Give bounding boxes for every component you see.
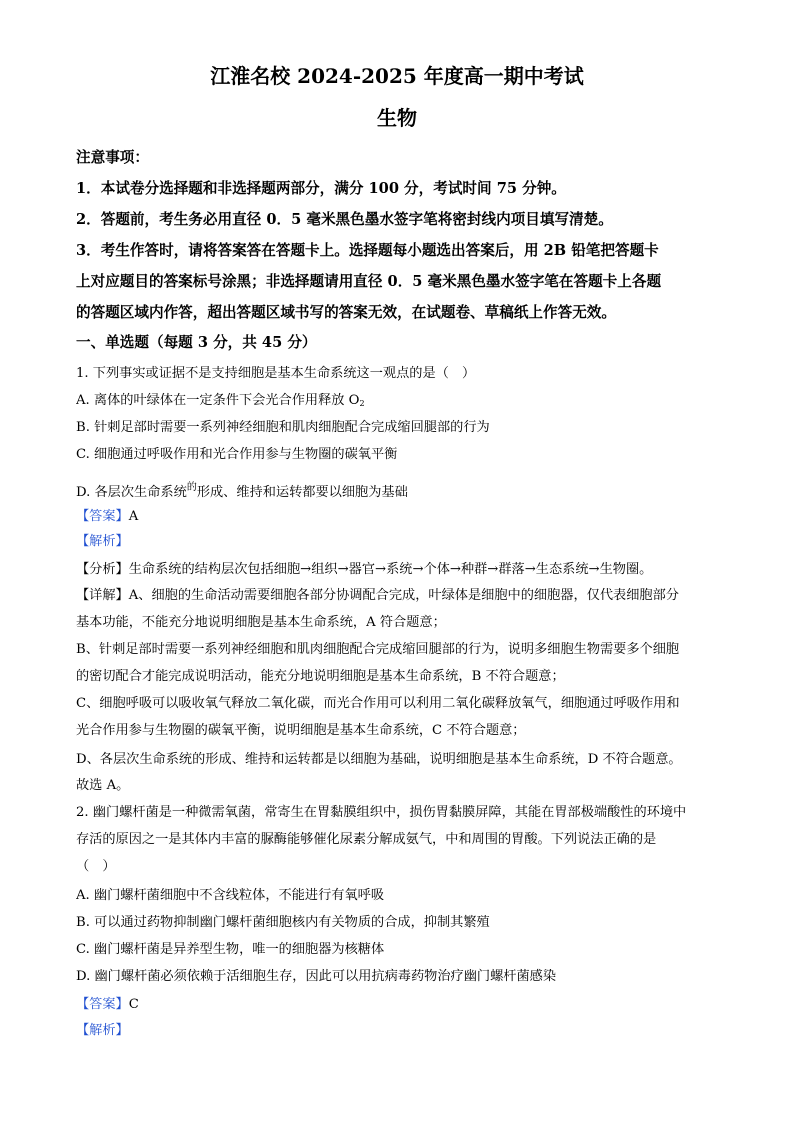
notice-item: 2．答题前，考生务必用直径 0．5 毫米黑色墨水签字笔将密封线内项目填写清楚。	[76, 211, 613, 228]
notice-item: 上对应题目的答案标号涂黑；非选择题请用直径 0．5 毫米黑色墨水签字笔在答题卡上各题	[76, 273, 662, 290]
answer-tag: 【答案】	[76, 997, 129, 1012]
analysis-tag: 【解析】	[76, 534, 129, 549]
question-1-detail: 的密切配合才能完成说明活动，能充分地说明细胞是基本生命系统，B 不符合题意；	[76, 669, 565, 684]
question-1-option-d: D. 各层次生命系统$^的$形成、维持和运转都要以细胞为基础	[76, 482, 408, 500]
question-2-stem: 存活的原因之一是其体内丰富的脲酶能够催化尿素分解成氨气，中和周围的胃酸。下列说法正确的是	[76, 832, 657, 847]
question-1-fenxi: 【分析】生命系统的结构层次包括细胞→组织→器官→系统→个体→种群→群落→生态系统→生物圈。	[76, 562, 653, 577]
question-1-detail: 基本功能，不能充分地说明细胞是基本生命系统，A 符合题意；	[76, 615, 446, 630]
question-2-option-a: A. 幽门螺杆菌细胞中不含线粒体，不能进行有氧呼吸	[76, 888, 385, 903]
question-1-stem: 1. 下列事实或证据不是支持细胞是基本生命系统这一观点的是（ ）	[76, 366, 476, 381]
question-2-option-c: C. 幽门螺杆菌是异养型生物，唯一的细胞器为核糖体	[76, 942, 385, 957]
question-1-option-c: C. 细胞通过呼吸作用和光合作用参与生物圈的碳氧平衡	[76, 447, 398, 462]
question-1-detail: D、各层次生命系统的形成、维持和运转都是以细胞为基础，说明细胞是基本生命系统，D 不符合题意。	[76, 752, 682, 767]
notice-item: 的答题区域内作答，超出答题区域书写的答案无效，在试题卷、草稿纸上作答无效。	[76, 304, 616, 321]
answer-tag: 【答案】	[76, 509, 129, 524]
question-2-stem: （ ）	[76, 859, 116, 874]
notice-heading: 注意事项：	[76, 149, 149, 166]
question-1-answer	[76, 507, 721, 527]
section-heading: 一、单选题（每题 3 分，共 45 分）	[76, 334, 317, 351]
question-1-detail: B、针刺足部时需要一系列神经细胞和肌肉细胞配合完成缩回腿部的行为，说明多细胞生物需要多个细胞	[76, 642, 680, 657]
question-1-option-a: A. 离体的叶绿体在一定条件下会光合作用释放 $O_2$	[76, 393, 365, 408]
subject-title: 生物	[377, 106, 417, 130]
answer-value: A	[128, 509, 139, 524]
question-2-option-b: B. 可以通过药物抑制幽门螺杆菌细胞核内有关物质的合成，抑制其繁殖	[76, 915, 490, 930]
question-2-stem: 2. 幽门螺杆菌是一种微需氧菌，常寄生在胃黏膜组织中，损伤胃黏膜屏障，其能在胃部极端酸性的环境中	[76, 805, 687, 820]
analysis-tag: 【解析】	[76, 1023, 129, 1038]
question-2-option-d: D. 幽门螺杆菌必须依赖于活细胞生存，因此可以用抗病毒药物治疗幽门螺杆菌感染	[76, 969, 557, 984]
question-1-option-b: B. 针刺足部时需要一系列神经细胞和肌肉细胞配合完成缩回腿部的行为	[76, 420, 490, 435]
notice-item: 3．考生作答时，请将答案答在答题卡上。选择题每小题选出答案后，用 2B 铅笔把答题卡	[76, 242, 659, 259]
question-2-answer	[76, 995, 721, 1015]
question-1-detail: C、细胞呼吸可以吸收氧气释放二氧化碳，而光合作用可以利用二氧化碳释放氧气，细胞通过呼吸作用和	[76, 696, 680, 711]
notice-item: 1．本试卷分选择题和非选择题两部分，满分 100 分，考试时间 75 分钟。	[76, 180, 566, 197]
question-1-detail: 【详解】A、细胞的生命活动需要细胞各部分协调配合完成，叶绿体是细胞中的细胞器，仅代表细胞部分	[76, 588, 679, 603]
answer-value: C	[128, 997, 139, 1012]
question-1-detail: 故选 A。	[76, 778, 130, 793]
question-1-detail: 光合作用参与生物圈的碳氧平衡，说明细胞是基本生命系统，C 不符合题意；	[76, 723, 526, 738]
exam-title: 江淮名校 2024-2025 年度高一期中考试	[210, 64, 584, 88]
